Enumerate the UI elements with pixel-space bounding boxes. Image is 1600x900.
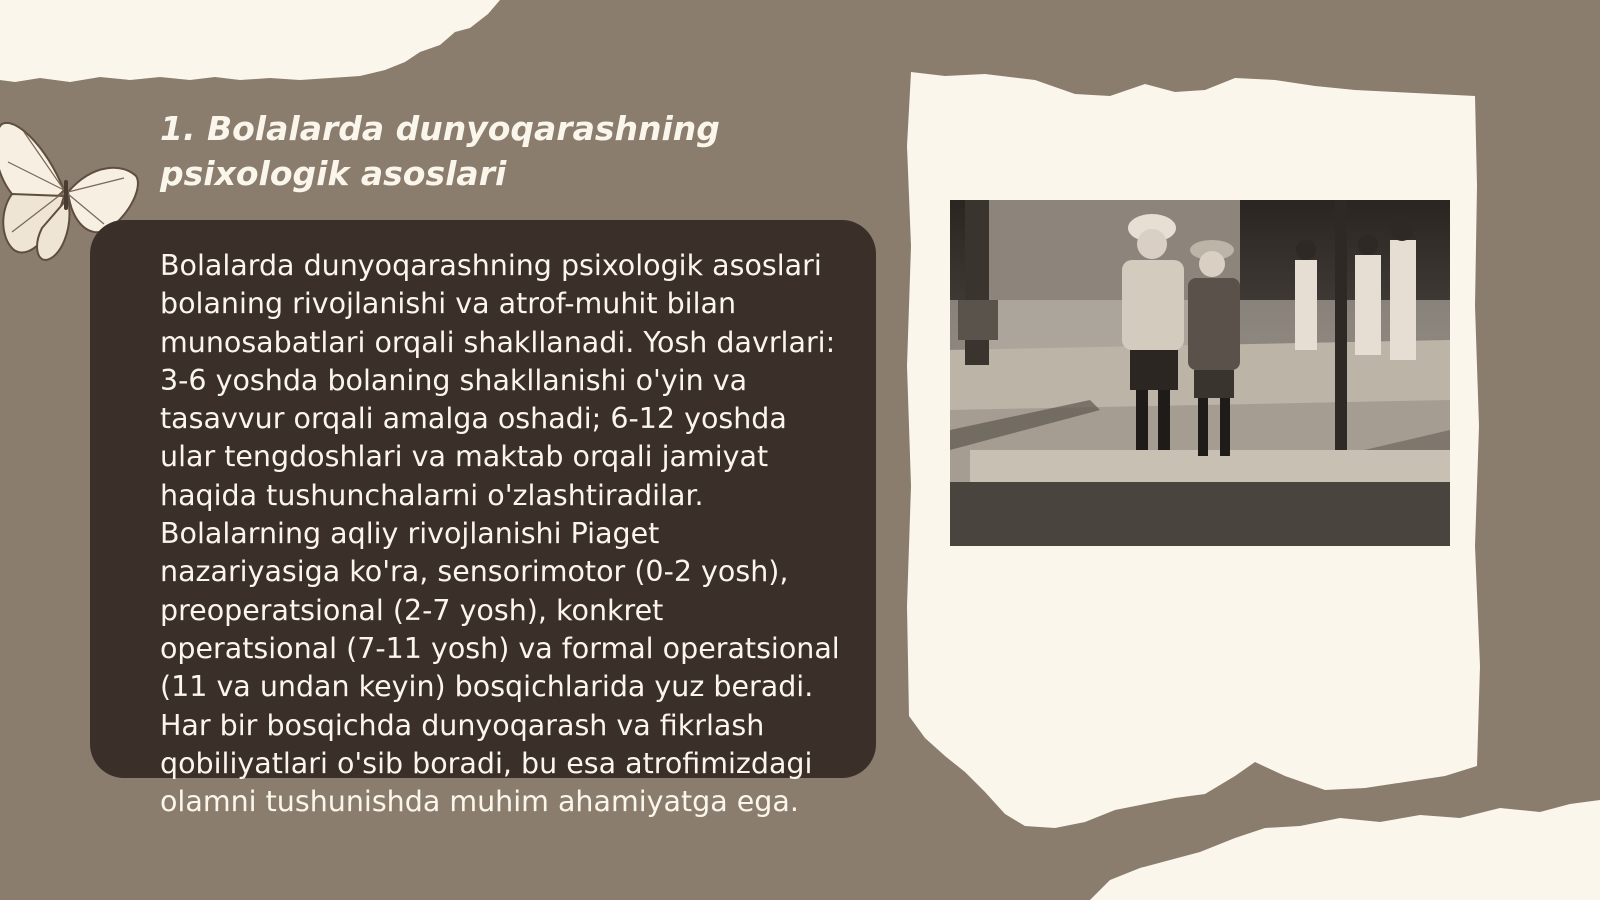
slide-title: 1. Bolalarda dunyoqarashning psixologik asoslari: [160, 109, 720, 193]
torn-paper-top-left: [0, 0, 500, 82]
historic-photo: [950, 200, 1450, 546]
body-text: Bolalarda dunyoqarashning psixologik asoslari bolaning rivojlanishi va atrof-muhit bilan munosabatlari orqali shakllanadi. Yosh davrlari: 3-6 yoshda bolaning shakllanishi o'yin va tasavvur orqali amalga oshadi; 6-12 yoshda ular tengdoshlari va maktab orqali jamiyat haqida tushunchalarni o'zlashtiradilar. Bolalarning aqliy rivojlanishi Piaget nazariyasiga ko'ra, sensorimotor (0-2 yosh), preoperatsional (2-7 yosh), konkret operatsional (7-11 yosh) va formal operatsional (11 va undan keyin) bosqichlarida yuz beradi. Har bir bosqichda dunyoqarash va fikrlash qobiliyatlari o'sib boradi, bu esa atrofimizdagi olamni tushunishda muhim ahamiyatga ega.: [160, 249, 840, 819]
